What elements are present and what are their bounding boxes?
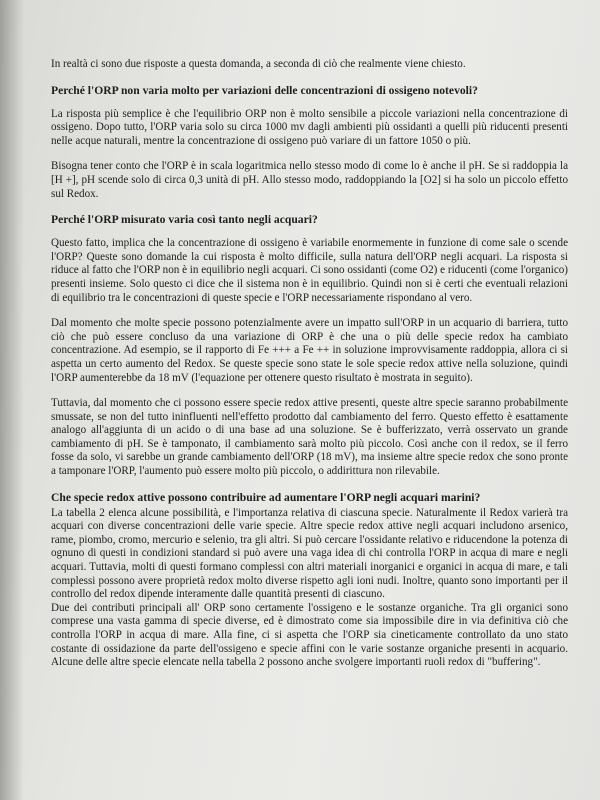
- section-heading-oxygen: Perché l'ORP non varia molto per variazioni delle concentrazioni di ossigeno notevoli?: [51, 83, 478, 97]
- section-heading-species: Che specie redox attive possono contribuire ad aumentare l'ORP negli acquari marini?: [51, 490, 481, 504]
- paragraph-variation-3: Tuttavia, dal momento che ci possono essere specie redox attive presenti, queste altre specie saranno probabilmente smussate, se non del tutto ininfluenti nell'effetto prodotto dal cambiamento del ferro. Questo effetto è esattamente analogo all'aggiunta di un acido o di una base ad una soluzione. Se è bufferizzato, verrà osservato un grande cambiamento di pH. Se è tamponato, il cambiamento sarà molto più piccolo. Così anche con il redox, se il ferro fosse da solo, vi sarebbe un grande cambiamento dell'ORP (18 mV), ma insieme altre specie redox che sono pronte a tamponare l'ORP, l'aumento può essere molto più piccolo, o addirittura non rilevabile.: [51, 397, 568, 478]
- page-shadow: [0, 0, 24, 800]
- intro-paragraph: In realtà ci sono due risposte a questa domanda, a seconda di ciò che realmente viene chiesto.: [51, 58, 466, 70]
- paragraph-oxygen-1: La risposta più semplice è che l'equilibrio ORP non è molto sensibile a piccole variazioni nella concentrazione di ossigeno. Dopo tutto, l'ORP varia solo su circa 1000 mv dagli ambienti più ossidanti a quelli più riducenti presenti nelle acque naturali, mentre la concentrazione di ossigeno può variare di un fattore 1050 o più.: [51, 107, 568, 147]
- paragraph-variation-1: Questo fatto, implica che la concentrazione di ossigeno è variabile enormemente in funzione di come sale o scende l'ORP? Queste sono domande la cui risposta è molto difficile, sulla natura dell'ORP negli acquari. La risposta si riduce al fatto che l'ORP non è in equilibrio negli acquari. Ci sono ossidanti (come O2) e riducenti (come l'organico) presenti insieme. Solo questo ci dice che il sistema non è in equilibrio. Quindi non si è certi che eventuali relazioni di equilibrio tra le concentrazioni di queste specie e l'ORP necessariamente rispondano al vero.: [51, 237, 568, 304]
- paragraph-species-1: La tabella 2 elenca alcune possibilità, e l'importanza relativa di ciascuna specie. Naturalmente il Redox varierà tra acquari con diverse concentrazioni delle varie specie. Altre specie redox attive negli acquari includono arsenico, rame, piombo, cromo, mercurio e selenio, tra gli altri. Si può cercare l'ossidante relativo e riducendone la potenza di ognuno di questi in condizioni standard si può avere una vaga idea di chi controlla l'ORP in acqua di mare e negli acquari. Tuttavia, molti di questi formano complessi con altri materiali inorganici e organici in acqua di mare, e tali complessi possono avere proprietà redox molto diverse rispetto agli ioni nudi. Inoltre, quanto sono importanti per il controllo del redox dipende interamente dalle quantità presenti di ciascuno.: [51, 506, 568, 601]
- paragraph-oxygen-2: Bisogna tener conto che l'ORP è in scala logaritmica nello stesso modo di come lo è anche il pH. Se si raddoppia la [H +], pH scende solo di circa 0,3 unità di pH. Allo stesso modo, raddoppiando la [O2] si ha solo un piccolo effetto sul Redox.: [51, 160, 568, 200]
- section-heading-variation: Perché l'ORP misurato varia così tanto negli acquari?: [51, 213, 318, 227]
- paragraph-species-2: Due dei contributi principali all' ORP sono certamente l'ossigeno e le sostanze organiche. Tra gli organici sono comprese una vasta gamma di specie diverse, ed è dimostrato come sia impossibile dire in via definitiva ciò che controlla l'ORP in acqua di mare. Alla fine, ci si aspetta che l'ORP sia cineticamente controllato da uno stato costante di ossidazione da parte dell'ossigeno e specie affini con le varie sostanze organiche presenti in acquario. Alcune delle altre specie elencate nella tabella 2 possono anche svolgere importanti ruoli redox di "buffering".: [51, 601, 568, 669]
- paragraph-variation-2: Dal momento che molte specie possono potenzialmente avere un impatto sull'ORP in un acquario di barriera, tutto ciò che può essere concluso da una variazione di ORP è che una o più delle specie redox ha cambiato concentrazione. Ad esempio, se il rapporto di Fe +++ a Fe ++ in soluzione improvvisamente raddoppia, allora ci si aspetta un certo aumento del Redox. Se queste specie sono state le sole specie redox attive nella soluzione, quindi l'ORP aumenterebbe da 18 mV (l'equazione per ottenere questo risultato è mostrata in seguito).: [51, 317, 568, 384]
